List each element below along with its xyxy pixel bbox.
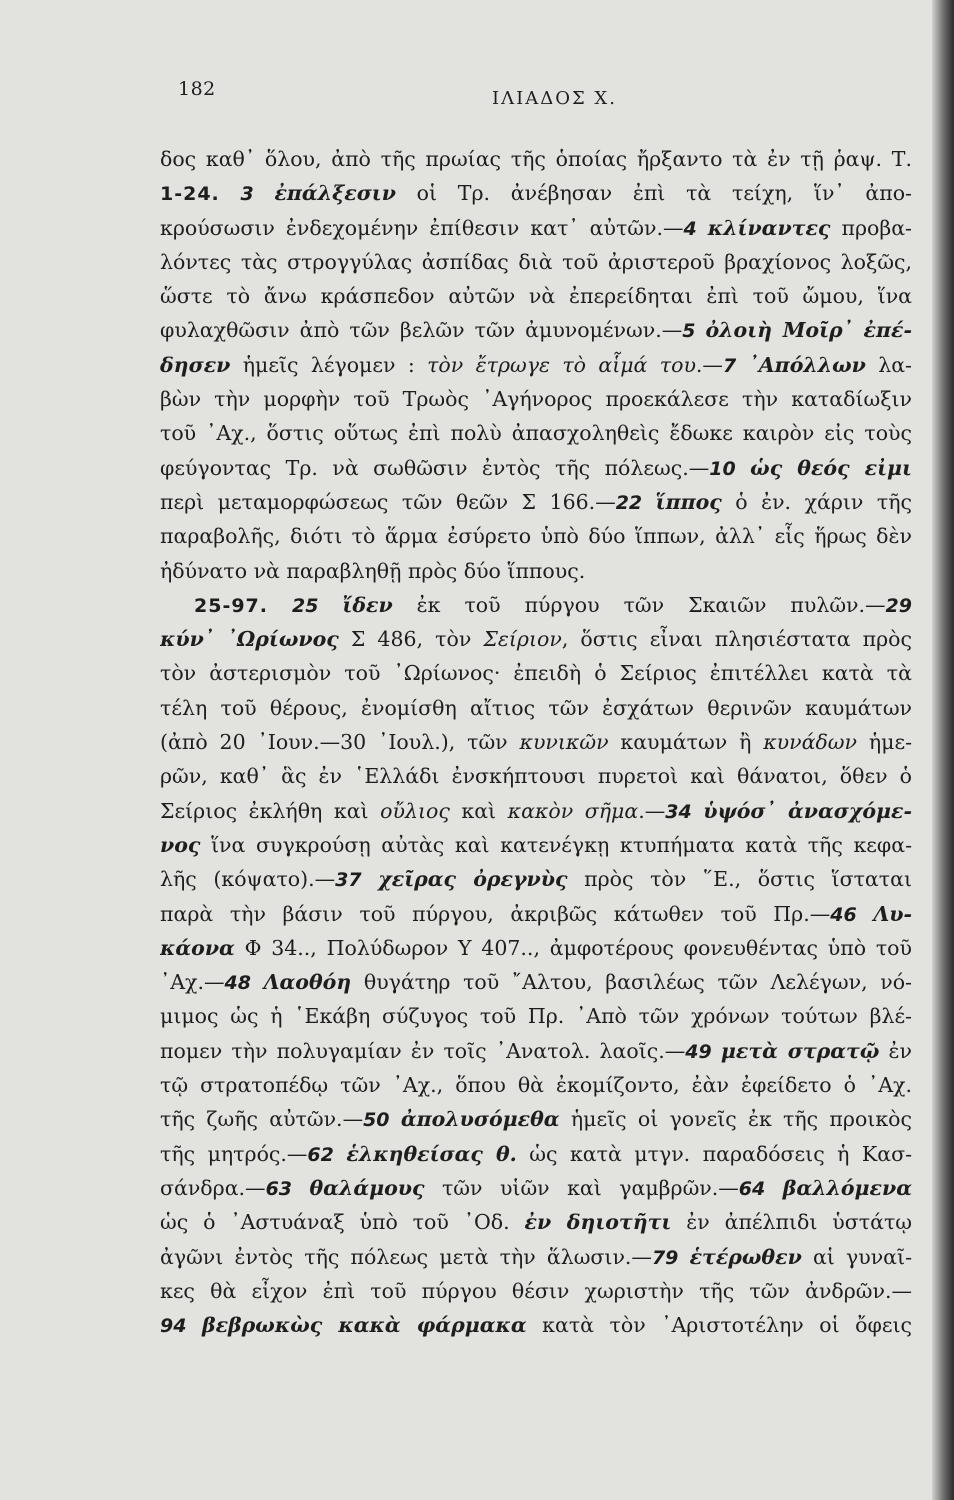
text-segment: Σείριον — [483, 627, 562, 652]
text-segment — [318, 593, 342, 617]
text-line — [160, 176, 912, 210]
lemma: Λαοθόη — [263, 970, 352, 995]
text-segment: τῶν υἱῶν καὶ γαμβρῶν.— — [424, 1175, 739, 1200]
text-line — [160, 794, 912, 828]
text-segment — [712, 1039, 721, 1063]
text-segment: τῆς μητρός.— — [160, 1141, 308, 1166]
text-segment: κες θὰ εἶχον ἐπὶ τοῦ πύργου θέσιν χωριστὴν τῆς τῶν ἀνδρῶν.— — [160, 1278, 912, 1303]
lemma: ὑψόσ᾽ ἀνασχόμε- — [703, 798, 912, 823]
text-segment — [857, 902, 874, 926]
text-line — [160, 1274, 912, 1308]
text-segment — [736, 353, 748, 377]
text-line — [160, 759, 912, 793]
verse-number: 48 — [224, 972, 251, 995]
text-line — [160, 1171, 912, 1205]
text-segment — [362, 867, 379, 891]
text-segment: καὶ — [449, 798, 508, 823]
lemma: ἀπολυσόμεθα — [400, 1107, 560, 1132]
text-segment: κακὸν σῆμα — [507, 798, 639, 823]
text-line — [160, 485, 912, 519]
text-line — [160, 862, 912, 896]
text-segment: πρὸς τὸν ῞Ε., ὅστις ἵσταται — [567, 867, 912, 892]
text-segment — [334, 1142, 346, 1166]
verse-number: 7 — [722, 354, 737, 377]
text-segment: Σ 486, τὸν — [338, 627, 484, 652]
page-edge-shadow — [932, 0, 954, 1500]
running-title: ΙΛΙΑΔΟΣ Χ. — [492, 88, 617, 109]
text-segment: κατὰ τὸν ᾽Αριστοτέλην οἱ ὄφεις — [526, 1313, 912, 1338]
text-line — [160, 211, 912, 245]
lemma: ἴδεν — [342, 592, 393, 617]
lemma: θαλάμους — [309, 1175, 425, 1200]
lemma: βεβρωκὼς κακὰ φάρμακα — [201, 1313, 527, 1338]
lemma: ἑλκηθείσας θ. — [346, 1141, 517, 1166]
lemma: ᾽Απόλλων — [748, 352, 866, 377]
text-segment — [678, 1245, 689, 1269]
lemma: δησεν — [160, 352, 231, 377]
text-segment: Φ 34.., Πολύδωρον Υ 407.., ἀμφοτέρους φονευθέντας ὑπὸ τοῦ — [234, 935, 912, 960]
text-segment: ἡμε- — [856, 730, 912, 755]
verse-number: 37 — [335, 869, 362, 892]
text-segment: λόντες τὰς στρογγύλας ἀσπίδας διὰ τοῦ ἀριστεροῦ βραχίονος λοξῶς, — [160, 249, 912, 274]
text-segment: ὁ ἐν. χάριν τῆς — [721, 489, 912, 514]
text-segment: τὸν ἔτρωγε τὸ αἷμά του — [427, 352, 696, 377]
text-line — [160, 1137, 912, 1171]
text-line — [160, 897, 912, 931]
text-segment — [254, 181, 275, 205]
text-line — [160, 416, 912, 450]
text-segment: ὡς ὁ ᾽Αστυάναξ ὑπὸ τοῦ ᾽Οδ. — [160, 1210, 525, 1235]
verse-number: 29 — [885, 594, 912, 617]
lemma: ἐπάλξεσιν — [274, 181, 396, 206]
text-segment: περὶ μεταμορφώσεως τῶν θεῶν Σ 166.— — [160, 489, 616, 514]
text-segment: κρούσωσιν ἐνδεχομένην ἐπίθεσιν κατ᾽ αὐτῶν.— — [160, 215, 684, 240]
text-segment: λῆς (κόψατο).— — [160, 867, 336, 892]
text-segment: παραβολῆς, διότι τὸ ἅρμα ἐσύρετο ὑπὸ δύο ἵππων, ἀλλ᾽ εἷς ἥρως δὲν — [160, 524, 912, 549]
text-segment — [186, 1313, 202, 1337]
text-segment: κυνάδων — [763, 730, 857, 755]
text-segment: ὥστε τὸ ἄνω κράσπεδον αὐτῶν νὰ ἐπερείδηται ἐπὶ τοῦ ὤμου, ἵνα — [160, 284, 912, 309]
text-segment: , ὅστις εἶναι πλησιέστατα πρὸς — [561, 627, 912, 652]
text-segment: οὔλιος — [380, 798, 450, 823]
text-segment: θυγάτηρ τοῦ ῎Αλτου, βασιλέως τῶν Λελέγων, νό- — [351, 970, 912, 995]
text-segment: τοῦ ᾽Αχ., ὅστις οὕτως ἐπὶ πολὺ ἀπασχοληθεὶς ἔδωκε καιρὸν εἰς τοὺς — [160, 421, 912, 446]
text-segment — [268, 593, 292, 617]
text-line — [160, 965, 912, 999]
lemma: ἑτέρωθεν — [689, 1244, 802, 1269]
text-segment: ἡμεῖς οἱ γονεῖς ἐκ τῆς προικὸς — [559, 1107, 912, 1132]
text-segment: τῷ στρατοπέδῳ τῶν ᾽Αχ., ὅπου θὰ ἐκομίζοντο, ἐὰν ἐφείδετο ὁ ᾽Αχ. — [160, 1073, 912, 1098]
text-segment: ἐκ τοῦ πύργου τῶν Σκαιῶν πυλῶν.— — [392, 592, 886, 617]
text-segment — [220, 181, 241, 205]
text-segment: .— — [695, 352, 723, 377]
text-line — [160, 1240, 912, 1274]
text-segment: φυλαχθῶσιν ἀπὸ τῶν βελῶν τῶν ἀμυνομένων.— — [160, 318, 683, 343]
text-segment: ἡμεῖς λέγομεν : — [230, 352, 428, 377]
lemma: κύν᾽ ᾽Ωρίωνος — [160, 627, 339, 652]
text-line — [160, 931, 912, 965]
text-segment: (ἀπὸ 20 ᾽Ιουν.—30 ᾽Ιουλ.), τῶν — [160, 730, 520, 755]
text-segment — [251, 970, 264, 994]
text-segment: ἐν — [879, 1038, 912, 1063]
lemma: νος — [160, 832, 201, 857]
text-segment: ᾽Αχ.— — [160, 970, 225, 995]
lemma: κάονα — [160, 935, 235, 960]
page-header — [0, 78, 930, 118]
text-segment — [390, 1107, 401, 1131]
text-segment: αἱ γυναῖ- — [801, 1244, 912, 1269]
text-segment: Σείριος ἐκλήθη καὶ — [160, 798, 381, 823]
text-segment: μιμος ὡς ἡ ῾Εκάβη σύζυγος τοῦ Πρ. ᾽Απὸ τῶν χρόνων τούτων βλέ- — [160, 1004, 912, 1029]
text-segment: ὡς κατὰ μτγν. παραδόσεις ἡ Κασ- — [516, 1141, 912, 1166]
lemma: κλίναντες — [707, 215, 831, 240]
page-number: 182 — [178, 78, 216, 100]
text-segment: τῆς ζωῆς αὐτῶν.— — [160, 1107, 364, 1132]
text-segment: καυμάτων ἢ — [608, 730, 764, 755]
text-segment — [736, 456, 750, 480]
lemma: Λυ- — [873, 901, 912, 926]
text-segment: ρῶν, καθ᾽ ἃς ἐν ῾Ελλάδι ἐνσκήπτουσι πυρετοὶ καὶ θάνατοι, ὅθεν ὁ — [160, 764, 912, 789]
verse-number: 22 — [615, 491, 643, 514]
text-segment: οἱ Τρ. ἀνέβησαν ἐπὶ τὰ τείχη, ἵν᾽ ἀπο- — [395, 181, 912, 206]
text-segment: ἵνα συγκρούσῃ αὐτὰς καὶ κατενέγκῃ κτυπήματα κατὰ τῆς κεφα- — [200, 832, 912, 857]
text-segment — [292, 1176, 309, 1200]
verse-number: 62 — [307, 1143, 334, 1166]
verse-number: 5 — [682, 320, 696, 343]
text-segment: παρὰ τὴν βάσιν τοῦ πύργου, ἀκριβῶς κάτωθεν τοῦ Πρ.— — [160, 901, 831, 926]
lemma: βαλλόμενα — [782, 1175, 912, 1200]
text-line — [160, 656, 912, 690]
text-line — [160, 1205, 912, 1239]
verse-number: 94 — [160, 1315, 187, 1338]
verse-number: 10 — [709, 457, 736, 480]
lemma: ὀλοιὴ Μοῖρ᾽ ἐπέ- — [705, 318, 912, 343]
text-segment: τὸν ἀστερισμὸν τοῦ ᾽Ωρίωνος· ἐπειδὴ ὁ Σείριος ἐπιτέλλει κατὰ τὰ — [160, 661, 912, 686]
text-segment: δος καθ᾽ ὅλου, ἀπὸ τῆς πρωίας τῆς ὁποίας ἤρξαντο τὰ ἐν τῇ ῥαψ. Τ. — [160, 147, 912, 171]
section-range: 1-24. — [160, 183, 220, 206]
text-segment: ἀγῶνι ἐντὸς τῆς πόλεως μετὰ τὴν ἅλωσιν.— — [160, 1244, 652, 1269]
lemma: μετὰ στρατῷ — [720, 1038, 880, 1063]
commentary-text — [160, 142, 912, 1342]
verse-number: 4 — [683, 217, 697, 240]
lemma: ὡς θεός εἰμι — [750, 455, 912, 480]
text-segment: ἠδύνατο νὰ παραβληθῇ πρὸς δύο ἵππους. — [160, 558, 586, 583]
verse-number: 34 — [665, 800, 692, 823]
text-segment: πομεν τὴν πολυγαμίαν ἐν τοῖς ᾽Ανατολ. λαοῖς.— — [160, 1038, 686, 1063]
text-line — [160, 142, 912, 176]
text-line — [160, 999, 912, 1033]
text-segment: βὼν τὴν μορφὴν τοῦ Τρωὸς ᾽Αγήνορος προεκάλεσε τὴν καταδίωξιν — [160, 387, 912, 412]
verse-number: 46 — [830, 903, 857, 926]
text-segment — [765, 1176, 782, 1200]
verse-number: 3 — [240, 183, 254, 206]
verse-number: 79 — [651, 1246, 679, 1269]
text-line — [160, 554, 912, 588]
text-line — [160, 828, 912, 862]
text-segment: προβα- — [830, 215, 912, 240]
text-line — [160, 1068, 912, 1102]
text-line — [160, 588, 912, 622]
text-line — [160, 691, 912, 725]
text-segment: τέλη τοῦ θέρους, ἐνομίσθη αἴτιος τῶν ἐσχάτων θερινῶν καυμάτων — [160, 695, 912, 720]
text-segment — [695, 318, 705, 342]
text-segment: σάνδρα.— — [160, 1175, 266, 1200]
verse-number: 64 — [738, 1177, 766, 1200]
text-segment: .— — [638, 798, 666, 823]
text-line — [160, 1034, 912, 1068]
text-segment: φεύγοντας Τρ. νὰ σωθῶσιν ἐντὸς τῆς πόλεως.— — [160, 455, 710, 480]
text-segment: λα- — [865, 352, 912, 377]
text-segment: ἐν ἀπέλπιδι ὑστάτῳ — [671, 1210, 912, 1235]
text-segment — [642, 490, 656, 514]
text-line — [160, 382, 912, 416]
lemma: ἵππος — [655, 489, 722, 514]
text-line — [160, 313, 912, 347]
text-line — [160, 725, 912, 759]
verse-number: 63 — [265, 1177, 293, 1200]
verse-number: 50 — [363, 1109, 390, 1132]
text-segment: κυνικῶν — [519, 730, 609, 755]
text-line — [160, 348, 912, 382]
text-line — [160, 519, 912, 553]
text-line — [160, 279, 912, 313]
text-segment — [692, 799, 704, 823]
lemma: ἐν δηιοτῆτι — [524, 1210, 672, 1235]
section-range: 25-97. — [194, 594, 268, 617]
text-segment — [697, 216, 708, 240]
text-line — [160, 451, 912, 485]
text-line — [160, 1102, 912, 1136]
lemma: χεῖρας ὀρεγνὺς — [378, 867, 568, 892]
verse-number: 25 — [291, 594, 319, 617]
text-line — [160, 1308, 912, 1342]
text-line — [160, 622, 912, 656]
verse-number: 49 — [685, 1040, 712, 1063]
text-line — [160, 245, 912, 279]
